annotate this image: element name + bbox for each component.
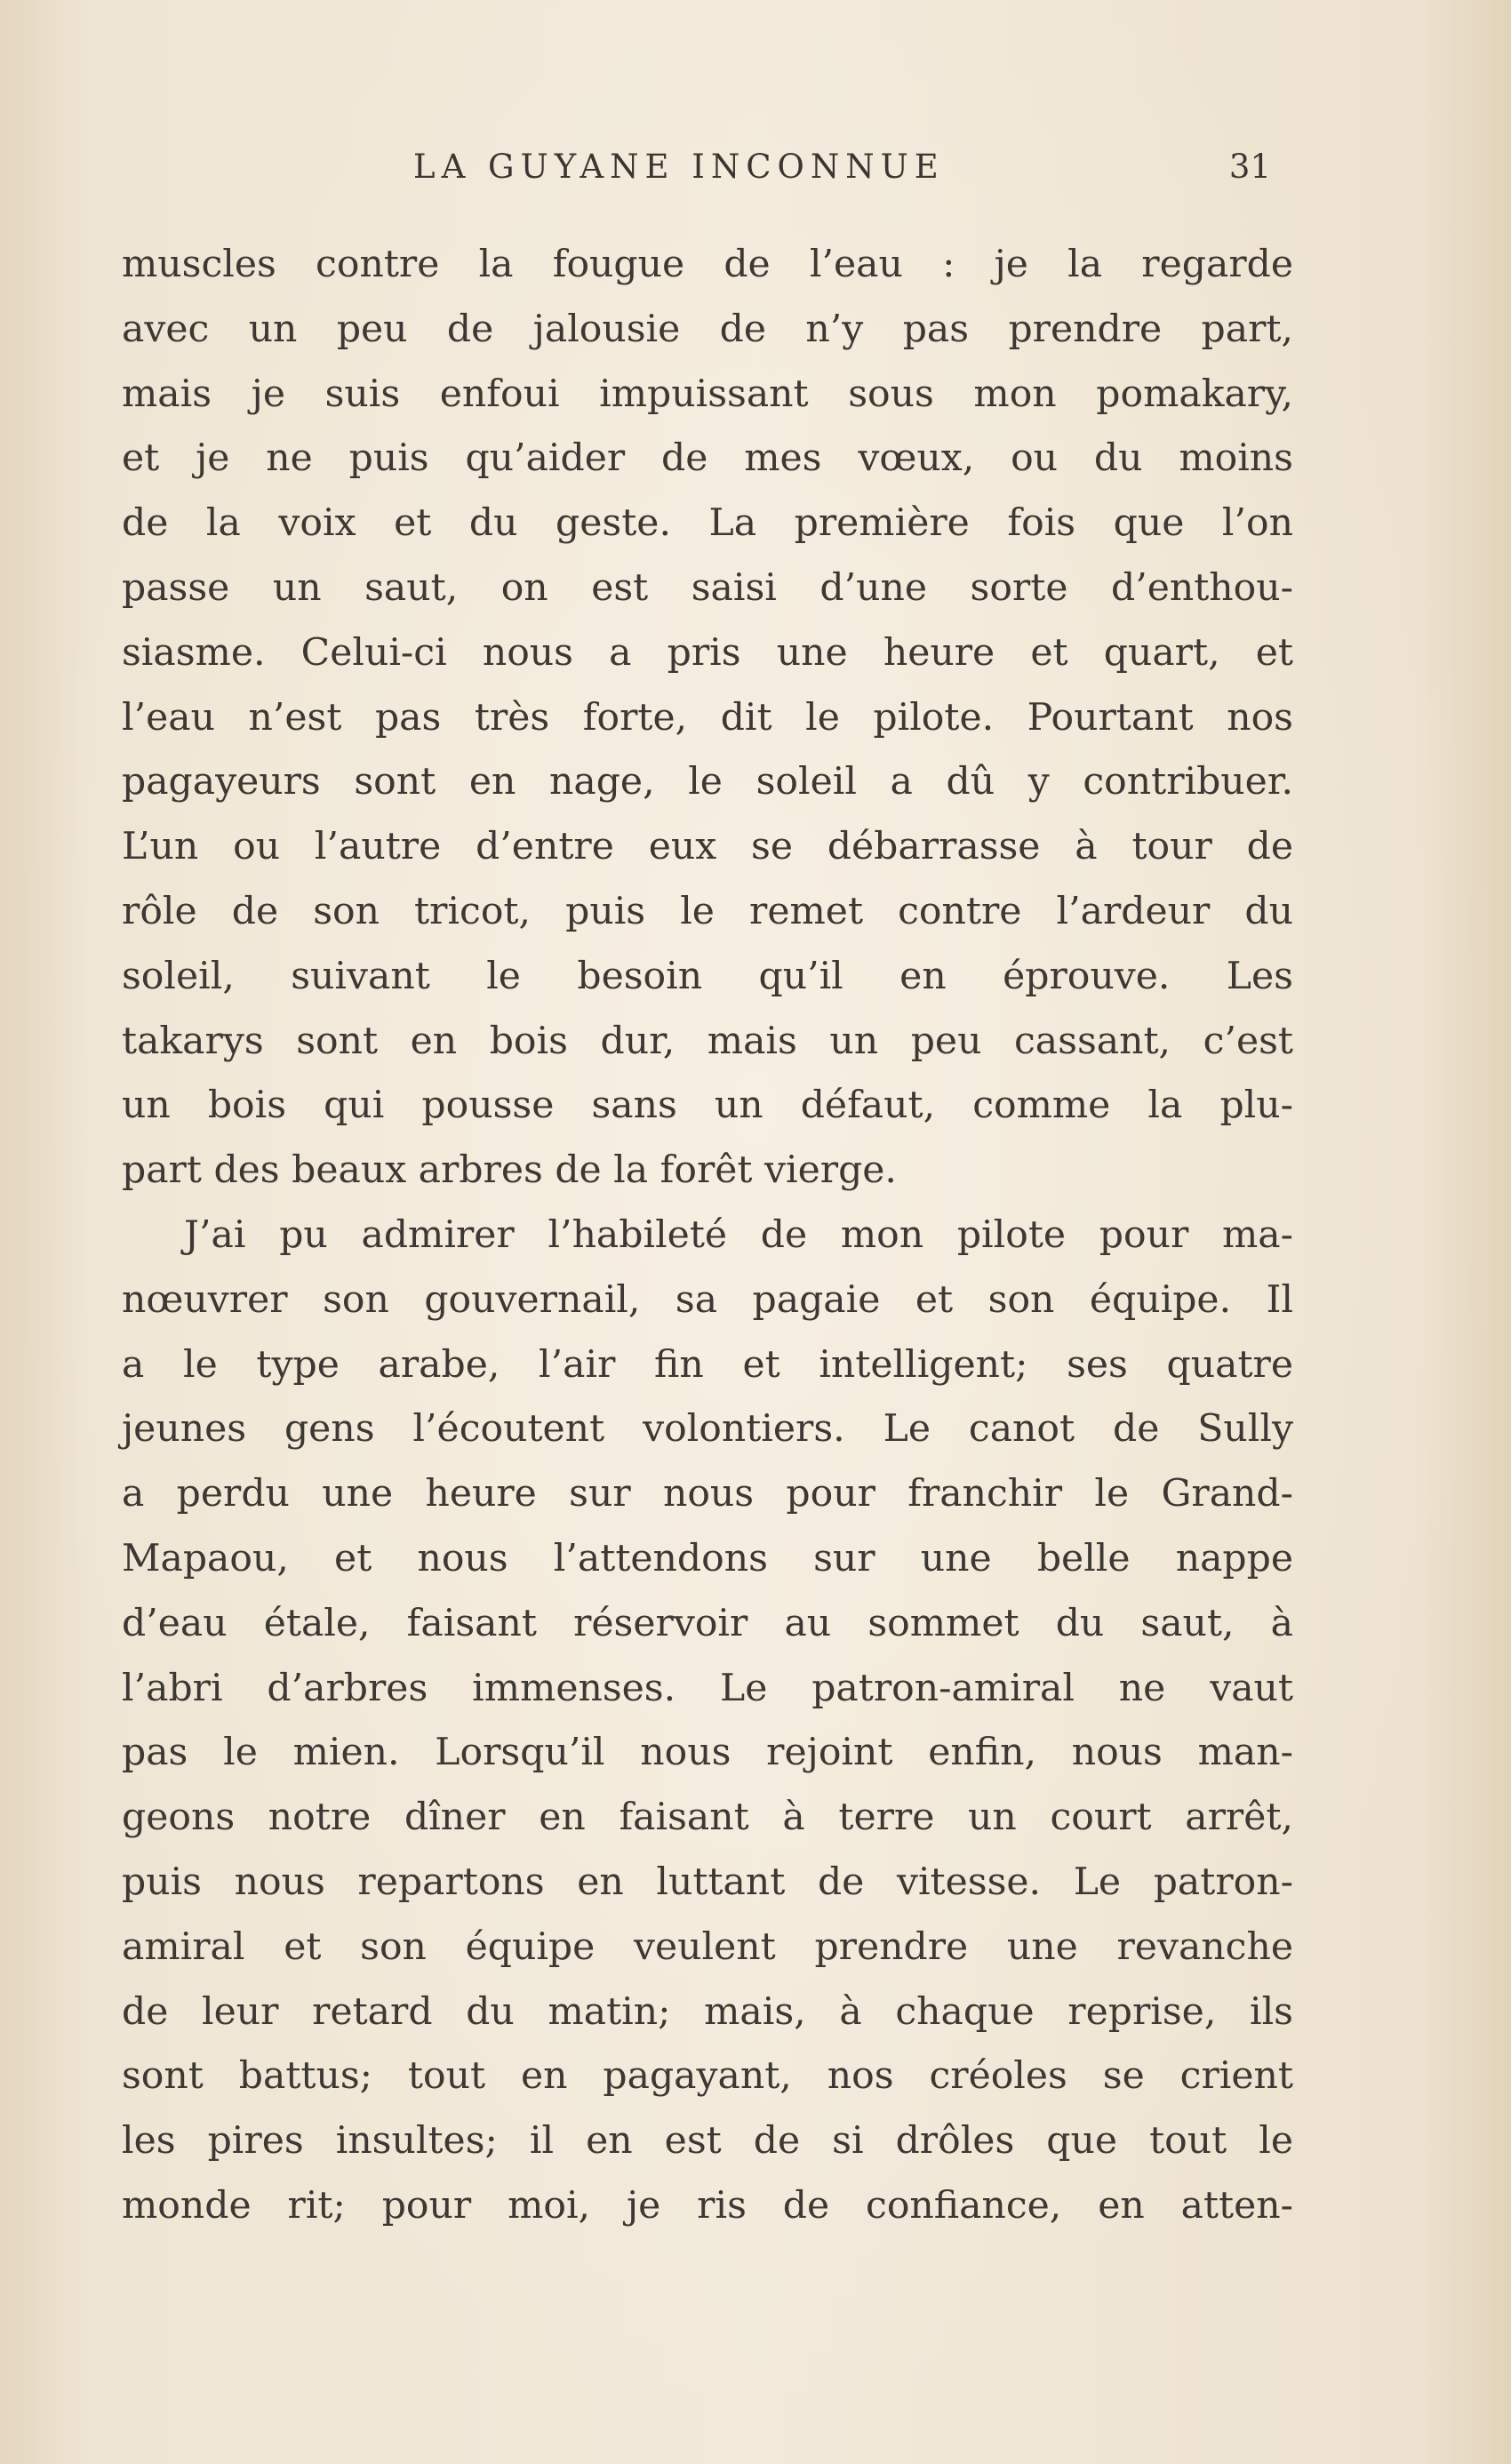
page-number: 31 xyxy=(1228,148,1271,186)
text-line: les pires insultes; il en est de si drôles que tout le xyxy=(122,2119,1293,2164)
paragraph-start-line: J’ai pu admirer l’habileté de mon pilote pour ma- xyxy=(184,1212,1293,1257)
text-line: un bois qui pousse sans un défaut, comme la plu- xyxy=(122,1084,1293,1128)
running-title: LA GUYANE INCONNUE xyxy=(413,148,945,186)
text-line: takarys sont en bois dur, mais un peu cassant, c’est xyxy=(122,1019,1293,1063)
text-line: passe un saut, on est saisi d’une sorte d’enthou- xyxy=(122,565,1293,610)
text-line: amiral et son équipe veulent prendre une revanche xyxy=(122,1924,1293,1969)
text-line: de la voix et du geste. La première fois que l’on xyxy=(122,501,1293,546)
text-line: pas le mien. Lorsqu’il nous rejoint enfin, nous man- xyxy=(122,1731,1293,1775)
text-line: muscles contre la fougue de l’eau : je la regarde xyxy=(122,243,1293,286)
paragraph-end-line: part des beaux arbres de la forêt vierge. xyxy=(122,1148,897,1193)
text-line: l’abri d’arbres immenses. Le patron-amiral ne vaut xyxy=(122,1666,1293,1710)
text-line: a le type arabe, l’air fin et intelligent; ses quatre xyxy=(122,1342,1293,1387)
text-line: sont battus; tout en pagayant, nos créoles se crient xyxy=(122,2054,1293,2099)
text-line: L’un ou l’autre d’entre eux se débarrasse à tour de xyxy=(122,825,1293,869)
text-line: Mapaou, et nous l’attendons sur une belle nappe xyxy=(122,1536,1293,1580)
text-line: monde rit; pour moi, je ris de confiance, en atten- xyxy=(122,2183,1293,2228)
text-line: nœuvrer son gouvernail, sa pagaie et son équipe. Il xyxy=(122,1277,1293,1322)
page-header xyxy=(124,148,1298,201)
text-line: soleil, suivant le besoin qu’il en éprouve. Les xyxy=(122,954,1293,998)
body-text xyxy=(122,233,1293,2239)
text-line: a perdu une heure sur nous pour franchir le Grand- xyxy=(122,1472,1293,1516)
text-line: d’eau étale, faisant réservoir au sommet du saut, à xyxy=(122,1601,1293,1645)
text-line: geons notre dîner en faisant à terre un court arrêt, xyxy=(122,1796,1293,1840)
text-line: mais je suis enfoui impuissant sous mon pomakary, xyxy=(122,372,1293,416)
text-line: siasme. Celui-ci nous a pris une heure et quart, et xyxy=(122,630,1293,675)
text-line: rôle de son tricot, puis le remet contre l’ardeur du xyxy=(122,889,1293,933)
text-line: avec un peu de jalousie de n’y pas prendre part, xyxy=(122,307,1293,351)
text-line: et je ne puis qu’aider de mes vœux, ou du moins xyxy=(122,436,1293,481)
text-line: pagayeurs sont en nage, le soleil a dû y contribuer. xyxy=(122,760,1293,804)
text-line: l’eau n’est pas très forte, dit le pilote. Pourtant nos xyxy=(122,695,1293,740)
text-line: jeunes gens l’écoutent volontiers. Le canot de Sully xyxy=(122,1407,1293,1452)
text-line: puis nous repartons en luttant de vitesse. Le patron- xyxy=(122,1860,1293,1904)
text-line: de leur retard du matin; mais, à chaque reprise, ils xyxy=(122,1989,1293,2034)
